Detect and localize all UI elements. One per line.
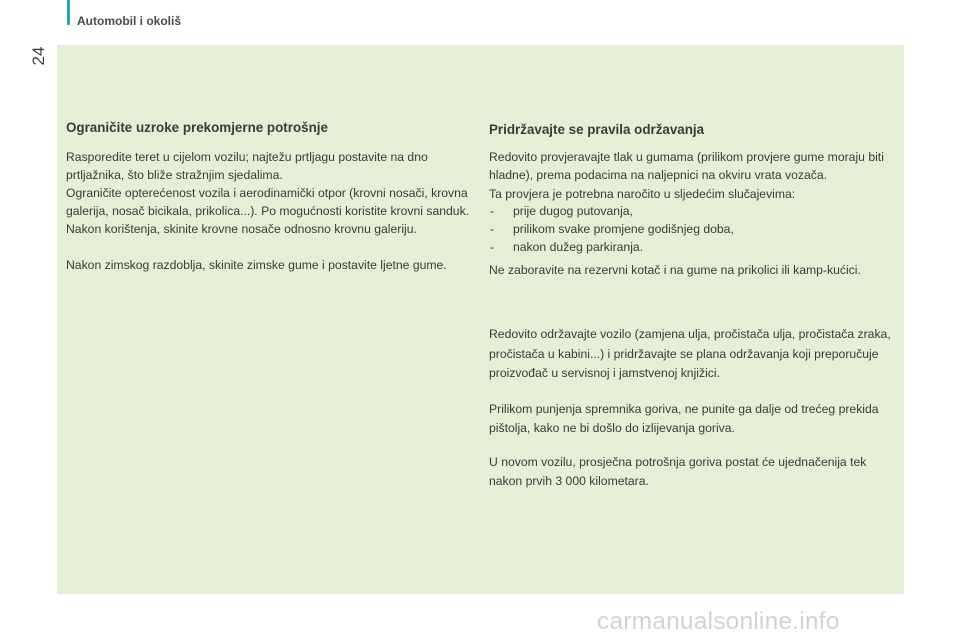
left-paragraph-4: Nakon zimskog razdoblja, skinite zimske gume i postavite ljetne gume. [66, 258, 447, 272]
right-paragraph-2: Ta provjera je potrebna naročito u sljedećim slučajevima: [489, 187, 796, 201]
right-paragraph-1: Redovito provjeravajte tlak u gumama (prilikom provjere gume moraju biti hladne), prema podacima na naljepnici na okviru vrata vozača. [489, 150, 884, 182]
right-column [489, 122, 894, 492]
list-item: - prije dugog putovanja, [489, 202, 894, 220]
right-paragraph-spare-wheel: Ne zaboravite na rezervni kotač i na gume na prikolici ili kamp-kućici. [489, 263, 861, 277]
left-paragraph-1: Rasporedite teret u cijelom vozilu; najtežu prtljagu postavite na dno prtljažnika, što bliže stražnjim sjedalima. [66, 150, 428, 182]
left-paragraph-2: Ograničite opterećenost vozila i aerodinamički otpor (krovni nosači, krovna galerija, nosač bicikala, prikolica...). Po mogućnosti koristite krovni sanduk. [66, 186, 470, 218]
list-item: - nakon dužeg parkiranja. [489, 238, 894, 256]
left-heading: Ograničite uzroke prekomjerne potrošnje [66, 120, 328, 135]
right-paragraph-maintenance: Redovito održavajte vozilo (zamjena ulja, pročistača ulja, pročistača zraka, pročistača u kabini...) i pridržavajte se plana održavanja koji preporučuje proizvođač u servisnoj i jamstvenoj knjižici. [489, 327, 891, 380]
list-item: - prilikom svake promjene godišnjeg doba, [489, 220, 894, 238]
conditions-list [489, 202, 894, 256]
right-heading: Pridržavajte se pravila održavanja [489, 122, 705, 137]
left-column [66, 120, 471, 274]
right-paragraph-refuel: Prilikom punjenja spremnika goriva, ne punite ga dalje od trećeg prekida pištolja, kako ne bi došlo do izlijevanja goriva. [489, 401, 879, 435]
watermark: carmanualsonline.info [597, 608, 840, 635]
right-paragraph-new-car: U novom vozilu, prosječna potrošnja goriva postat će ujednačenija tek nakon prvih 3 000 kilometara. [489, 454, 867, 488]
left-paragraph-3: Nakon korištenja, skinite krovne nosače odnosno krovnu galeriju. [66, 222, 417, 236]
header-accent-bar [67, 0, 70, 25]
section-title: Automobil i okoliš [77, 14, 181, 28]
page-number: 24 [29, 46, 48, 66]
